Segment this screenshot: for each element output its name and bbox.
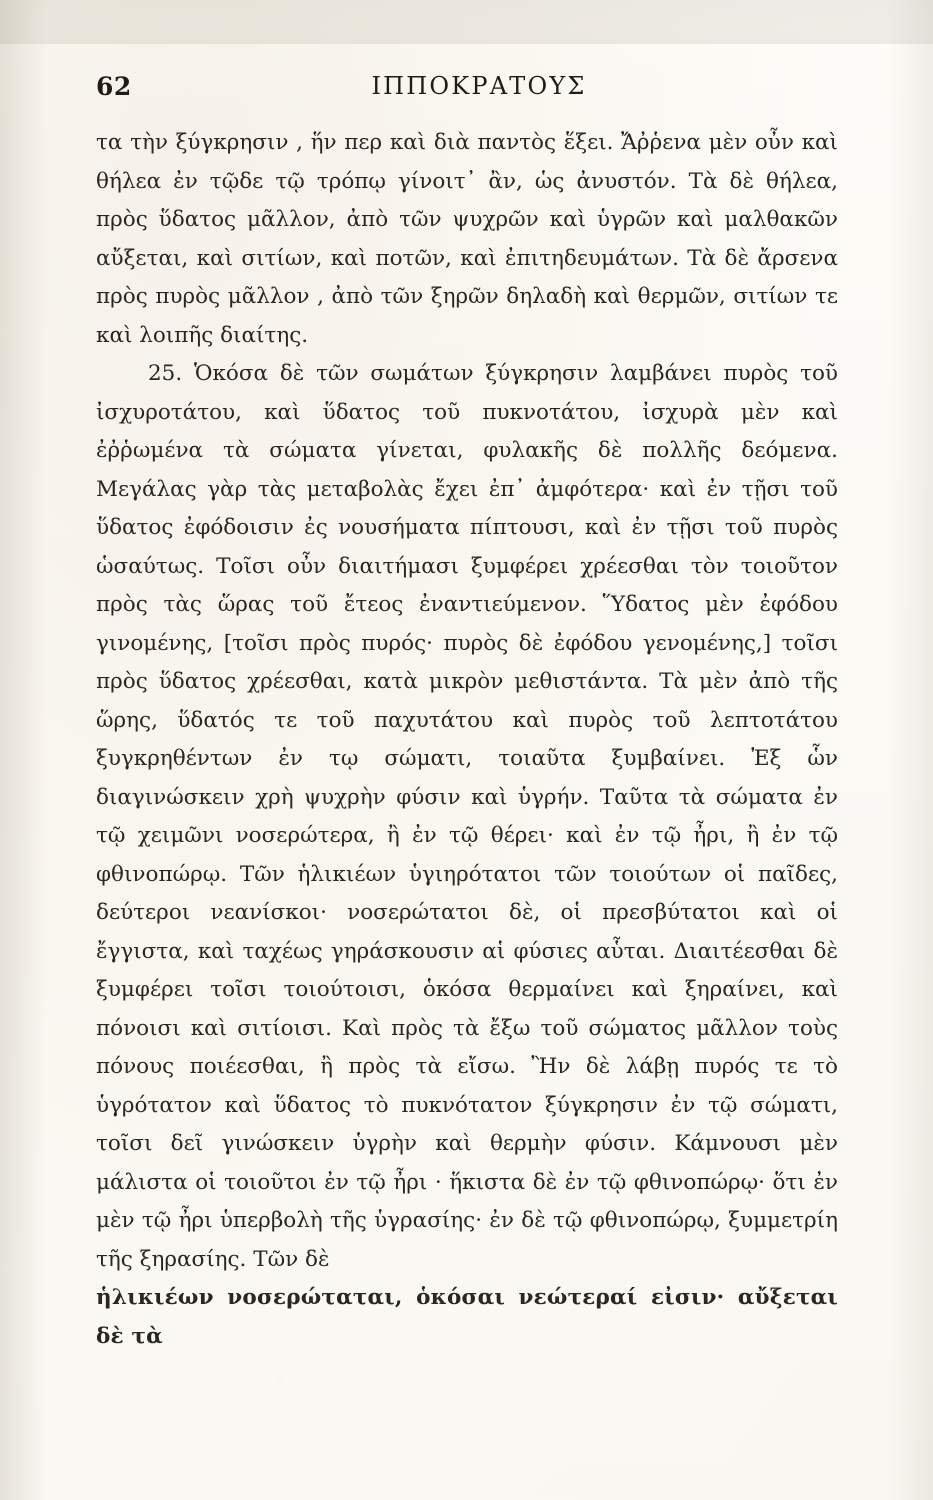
body-text: [96, 124, 838, 1356]
page-edge-shadow-bottom: [0, 0, 933, 44]
page-edge-shadow-top: [0, 0, 933, 38]
page-edge-shadow-right: [887, 0, 933, 1500]
paragraph-2: [96, 355, 838, 1279]
page-header: [96, 66, 838, 118]
running-title: ΙΠΠΟΚΡΑΤΟΥΣ: [371, 72, 587, 100]
section-number: 25.: [148, 361, 183, 386]
page-edge-shadow-left: [0, 0, 46, 1500]
page-content: [96, 66, 838, 1356]
catch-line: ἡλικιέων νοσερώταται, ὁκόσαι νεώτεραί εἰσιν· αὔξεται δὲ τὰ: [96, 1285, 838, 1349]
paragraph-2-text: Ὁκόσα δὲ τῶν σωμάτων ξύγκρησιν λαμβάνει πυρὸς τοῦ ἰσχυροτάτου, καὶ ὕδατος τοῦ πυκνοτάτου, ἰσχυρὰ μὲν καὶ ἐῤῥωμένα τὰ σώματα γίνεται, φυλακῆς δὲ πολλῆς δεόμενα. Μεγάλας γὰρ τὰς μεταβολὰς ἔχει ἐπ᾽ ἀμφότερα· καὶ ἐν τῇσι τοῦ ὕδατος ἐφόδοισιν ἐς νουσήματα πίπτουσι, καὶ ἐν τῇσι τοῦ πυρὸς ὡσαύτως. Τοῖσι οὖν διαιτήμασι ξυμφέρει χρέεσθαι τὸν τοιοῦτον πρὸς τὰς ὥρας τοῦ ἔτεος ἐναντιεύμενον. Ὕδατος μὲν ἐφόδου γινομένης, [τοῖσι πρὸς πυρός· πυρὸς δὲ ἐφόδου γενομένης,] τοῖσι πρὸς ὕδατος χρέεσθαι, κατὰ μικρὸν μεθιστάντα. Τὰ μὲν ἀπὸ τῆς ὥρης, ὕδατός τε τοῦ παχυτάτου καὶ πυρὸς τοῦ λεπτοτάτου ξυγκρηθέντων ἐν τῳ σώματι, τοιαῦτα ξυμβαίνει. Ἐξ ὧν διαγινώσκειν χρὴ ψυχρὴν φύσιν καὶ ὑγρήν. Ταῦτα τὰ σώματα ἐν τῷ χειμῶνι νοσερώτερα, ἢ ἐν τῷ θέρει· καὶ ἐν τῷ ἦρι, ἢ ἐν τῷ φθινοπώρῳ. Τῶν ἡλικιέων ὑγιηρότατοι τῶν τοιούτων οἱ παῖδες, δεύτεροι νεανίσκοι· νοσερώτατοι δὲ, οἱ πρεσβύτατοι καὶ οἱ ἔγγιστα, καὶ ταχέως γηράσκουσιν αἱ φύσιες αὗται. Διαιτέεσθαι δὲ ξυμφέρει τοῖσι τοιούτοισι, ὁκόσα θερμαίνει καὶ ξηραίνει, καὶ πόνοισι καὶ σιτίοισι. Καὶ πρὸς τὰ ἔξω τοῦ σώματος μᾶλλον τοὺς πόνους ποιέεσθαι, ἢ πρὸς τὰ εἴσω. Ἢν δὲ λάβῃ πυρός τε τὸ ὑγρότατον καὶ ὕδατος τὸ πυκνότατον ξύγκρησιν ἐν τῷ σώματι, τοῖσι δεῖ γινώσκειν ὑγρὴν καὶ θερμὴν φύσιν. Κάμνουσι μὲν μάλιστα οἱ τοιοῦτοι ἐν τῷ ἦρι · ἥκιστα δὲ ἐν τῷ φθινοπώρῳ· ὅτι ἐν μὲν τῷ ἦρι ὑπερβολὴ τῆς ὑγρασίης· ἐν δὲ τῷ φθινοπώρῳ, ξυμμετρίη τῆς ξηρασίης. Τῶν δὲ: [96, 361, 838, 1272]
paragraph-1: τα τὴν ξύγκρησιν , ἥν περ καὶ διὰ παντὸς ἕξει. Ἄῤῥενα μὲν οὖν καὶ θήλεα ἐν τῷδε τῷ τρόπῳ γίνοιτ᾽ ἂν, ὡς ἀνυστόν. Τὰ δὲ θήλεα, πρὸς ὕδατος μᾶλλον, ἀπὸ τῶν ψυχρῶν καὶ ὑγρῶν καὶ μαλθακῶν αὔξεται, καὶ σιτίων, καὶ ποτῶν, καὶ ἐπιτηδευμάτων. Τὰ δὲ ἄρσενα πρὸς πυρὸς μᾶλλον , ἀπὸ τῶν ξηρῶν δηλαδὴ καὶ θερμῶν, σιτίων τε καὶ λοιπῆς διαίτης.: [96, 130, 838, 348]
page-number: 62: [96, 72, 132, 101]
